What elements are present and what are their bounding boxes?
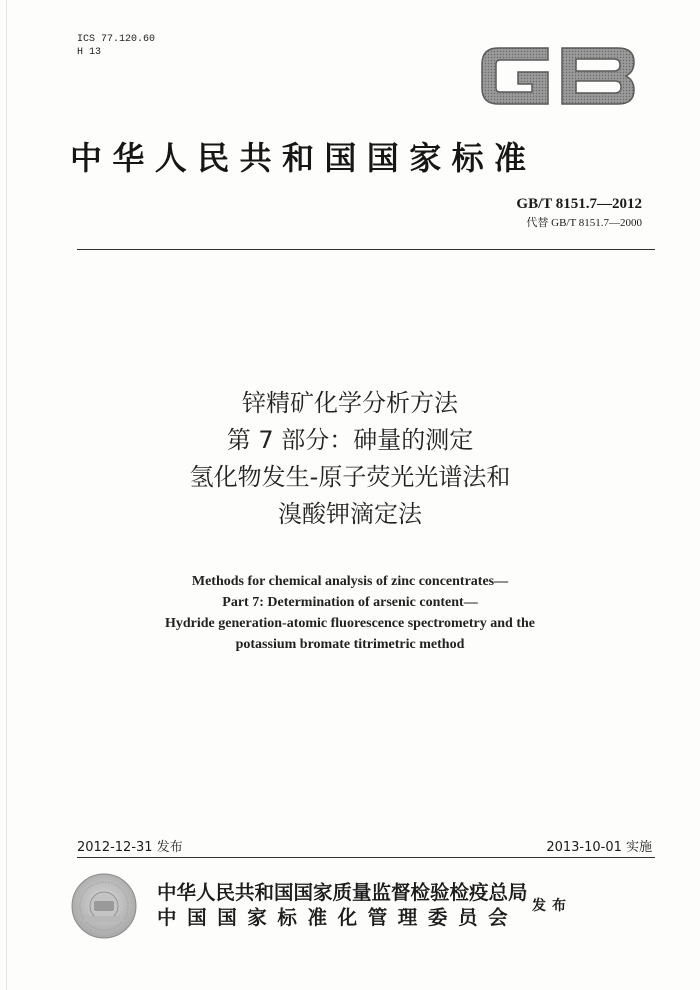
cn-title-line: 溴酸钾滴定法 [278, 500, 422, 528]
ics-code: ICS 77.120.60 [77, 34, 156, 45]
en-title-line: Methods for chemical analysis of zinc concentrates— [191, 574, 509, 589]
issue-date: 2012-12-31 发布 [77, 840, 183, 855]
implementation-date: 2013-10-01 实施 [546, 840, 652, 855]
publishers [157, 880, 528, 930]
cn-title-line: 氢化物发生-原子荧光光谱法和 [189, 463, 511, 491]
en-title-line: potassium bromate titrimetric method [235, 637, 465, 652]
en-title-line: Hydride generation-atomic fluorescence spectrometry and the [164, 616, 535, 631]
ccs-code: H 13 [77, 47, 102, 58]
cn-title-line: 第 7 部分：砷量的测定 [226, 426, 474, 454]
cn-title-line: 锌精矿化学分析方法 [242, 389, 458, 417]
replaces-standard: 代替 GB/T 8151.7—2000 [526, 217, 642, 229]
publish-label: 发布 [532, 898, 572, 914]
anti-counterfeit-seal [70, 872, 138, 940]
standard-number-block [516, 196, 642, 230]
national-standard-title: 中华人民共和国国家标准 [70, 139, 537, 177]
publisher-aqsiq: 中华人民共和国国家质量监督检验检疫总局 [157, 881, 528, 904]
standard-number: GB/T 8151.7—2012 [516, 196, 642, 212]
chinese-title [0, 385, 700, 533]
publisher-sac: 中国国家标准化管理委员会 [157, 906, 519, 929]
gb-logo [478, 44, 638, 108]
footer-divider [77, 857, 655, 858]
english-title [0, 571, 700, 655]
classification-codes [77, 33, 155, 59]
header-divider [77, 249, 655, 250]
en-title-line: Part 7: Determination of arsenic content— [222, 595, 478, 610]
